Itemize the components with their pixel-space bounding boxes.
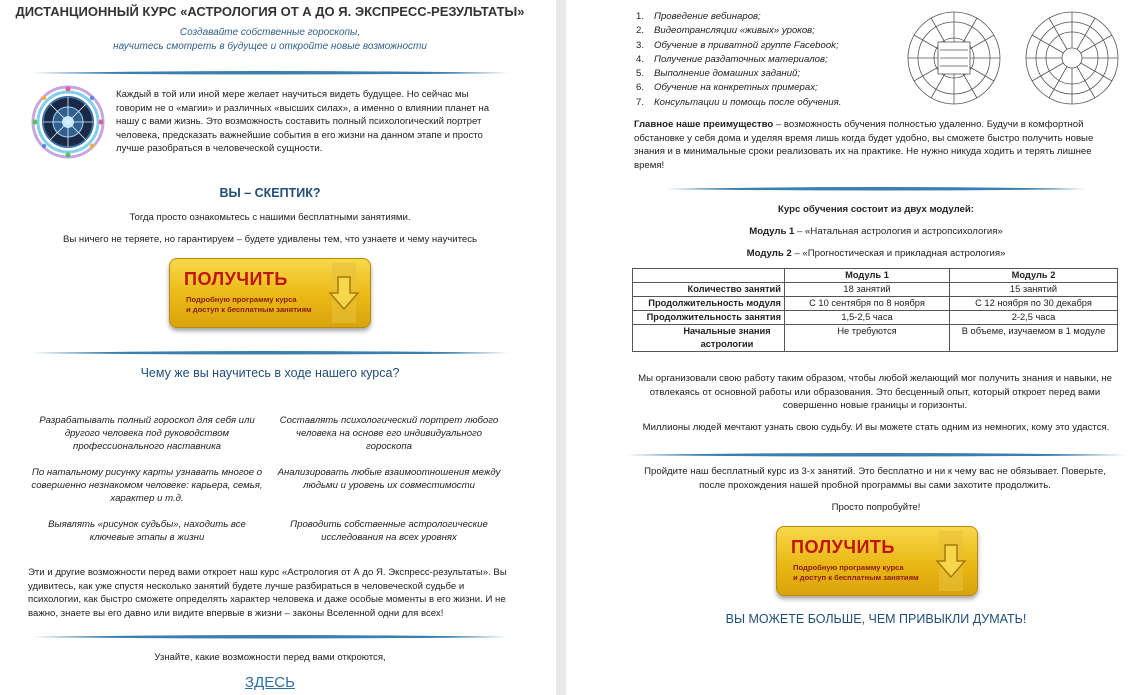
skill-item: По натальному рисунку карты узнавать многое о совершенно незнакомом человеке: карьера, семья, характер и т.д. <box>31 467 263 504</box>
table-header-row: Модуль 1 Модуль 2 <box>633 269 1118 283</box>
advantage-text: – возможность обучения полностью удаленно. Будучи в комфортной обстановке у себя дома и уделяя время лишь когда будет удобно, вы сможете быстро получить новые знания и в минимальные сроки реализовать их на практике. Не нужно никуда ходить и терять лишнее время! <box>634 119 1094 171</box>
button-sub-label <box>793 563 919 582</box>
table-row: Продолжительность занятия 1,5-2,5 часа 2-2,5 часа <box>633 311 1118 325</box>
skill-item: Анализировать любые взаимоотношения между людьми и уровень их совместимости <box>277 467 501 491</box>
table-row: Начальные знания астрологии Не требуются В объеме, изучаемом в 1 модуле <box>633 325 1118 352</box>
divider-swoosh <box>32 634 508 640</box>
button-sub-label <box>186 295 312 314</box>
skill-item: Выявлять «рисунок судьбы», находить все ключевые этапы в жизни <box>48 519 246 543</box>
list-item: 1. Проведение вебинаров; <box>636 11 761 22</box>
skeptic-heading: ВЫ – СКЕПТИК? <box>219 186 321 200</box>
intro-paragraph: Каждый в той или иной мере желает научиться видеть будущее. Но сейчас мы говорим не о «магии» и различных «высших силах», а именно о влиянии планет на нашу с вами жизнь. Это возможность составить полный психологический портрет человека, предсказать важнейшие события в его жизни на данном этапе и просто лучше разобраться в человеческой сущности. <box>116 89 490 155</box>
organized-paragraph: Мы организовали свою работу таким образом, чтобы любой желающий мог получить знания и навыки, не отвлекаясь от основной работы или образования. Это бесценный опыт, который откроет перед вами совершенно новые границы и горизонты. <box>638 373 1112 412</box>
divider-swoosh <box>32 350 508 356</box>
zodiac-wheel-image <box>28 84 108 160</box>
skill-item: Составлять психологический портрет любого человека на основе его индивидуального гороскопа <box>279 415 499 452</box>
modules-heading: Курс обучения состоит из двух модулей: <box>778 204 974 215</box>
get-program-button[interactable] <box>169 258 371 328</box>
subtitle <box>0 26 540 54</box>
final-heading: ВЫ МОЖЕТЕ БОЛЬШЕ, ЧЕМ ПРИВЫКЛИ ДУМАТЬ! <box>725 612 1027 626</box>
skeptic-line-1: Тогда просто ознакомьтесь с нашими бесплатными занятиями. <box>129 212 411 223</box>
list-item: 7. Консультации и помощь после обучения. <box>636 96 842 108</box>
button-sub-line-2: и доступ к бесплатным занятиям <box>793 572 919 582</box>
outro-paragraph: Эти и другие возможности перед вами откроет наш курс «Астрология от А до Я. Экспресс-результаты». Вы удивитесь, как уже спустя несколько занятий будете лучше разбираться в человеческой судьбе и психологии, как быстро сможете определять характер человека и даже особые моменты в его жизни. И не важно, знаете вы его давно или видите впервые в жизни – законы Вселенной одни для всех! <box>28 567 507 619</box>
try-line: Просто попробуйте! <box>831 502 921 513</box>
skill-item: Проводить собственные астрологические исследования на всех уровнях <box>290 519 488 543</box>
button-main-label: ПОЛУЧИТЬ <box>791 537 895 557</box>
down-arrow-icon <box>326 263 362 323</box>
button-sub-line-1: Подробную программу курса <box>186 295 297 304</box>
zodiac-chart-left <box>908 12 1000 104</box>
document-page-1 <box>0 0 556 695</box>
divider-swoosh <box>666 186 1086 192</box>
millions-line: Миллионы людей мечтают узнать свою судьбу. И вы можете стать одним из немногих, кому это удастся. <box>642 422 1110 433</box>
subtitle-line-1: Создавайте собственные гороскопы, <box>179 27 361 38</box>
table-row: Количество занятий 18 занятий 15 занятий <box>633 283 1118 297</box>
page-title: ДИСТАНЦИОННЫЙ КУРС «АСТРОЛОГИЯ ОТ А ДО Я. ЭКСПРЕСС-РЕЗУЛЬТАТЫ» <box>15 4 525 19</box>
list-item: 4. Получение раздаточных материалов; <box>636 53 828 65</box>
divider-swoosh <box>626 452 1126 458</box>
advantage-paragraph <box>634 118 1120 172</box>
table-row: Продолжительность модуля С 10 сентября по 8 ноября С 12 ноября по 30 декабря <box>633 297 1118 311</box>
learn-heading: Чему же вы научитесь в ходе нашего курса? <box>140 366 400 380</box>
list-item: 3. Обучение в приватной группе Facebook; <box>636 39 839 51</box>
module-1-line: Модуль 1 – «Натальная астрология и астропсихология» <box>749 226 1003 237</box>
subtitle-line-2: научитесь смотреть в будущее и откройте новые возможности <box>113 41 427 52</box>
here-link[interactable]: ЗДЕСЬ <box>245 674 295 691</box>
features-list <box>636 10 841 110</box>
free-course-paragraph: Пройдите наш бесплатный курс из 3-х занятий. Это бесплатно и ни к чему вас не обязывает. Поверьте, после прохождения нашей пробной программы вы сами захотите продолжить. <box>644 466 1106 491</box>
discover-line: Узнайте, какие возможности перед вами откроются, <box>154 652 386 663</box>
zodiac-chart-right <box>1026 12 1118 104</box>
module-2-line: Модуль 2 – «Прогностическая и прикладная астрология» <box>746 248 1006 259</box>
skeptic-line-2: Вы ничего не теряете, но гарантируем – будете удивлены тем, что узнаете и чему научитесь <box>62 234 478 245</box>
list-item: 2. Видеотрансляции «живых» уроков; <box>636 25 815 37</box>
button-sub-line-2: и доступ к бесплатным занятиям <box>186 304 312 314</box>
button-main-label: ПОЛУЧИТЬ <box>184 269 288 289</box>
down-arrow-icon <box>933 531 969 591</box>
divider-swoosh <box>32 70 508 76</box>
advantage-bold: Главное наше преимущество <box>634 119 774 130</box>
list-item: 6. Обучение на конкретных примерах; <box>636 82 818 94</box>
zodiac-chart-images <box>904 10 1134 106</box>
document-page-2 <box>566 0 1143 695</box>
list-item: 5. Выполнение домашних заданий; <box>636 68 801 80</box>
skill-item: Разрабатывать полный гороскоп для себя или другого человека под руководством профессионального наставника <box>39 415 255 452</box>
button-sub-line-1: Подробную программу курса <box>793 563 904 572</box>
modules-table <box>632 268 1118 352</box>
get-program-button[interactable] <box>776 526 978 596</box>
